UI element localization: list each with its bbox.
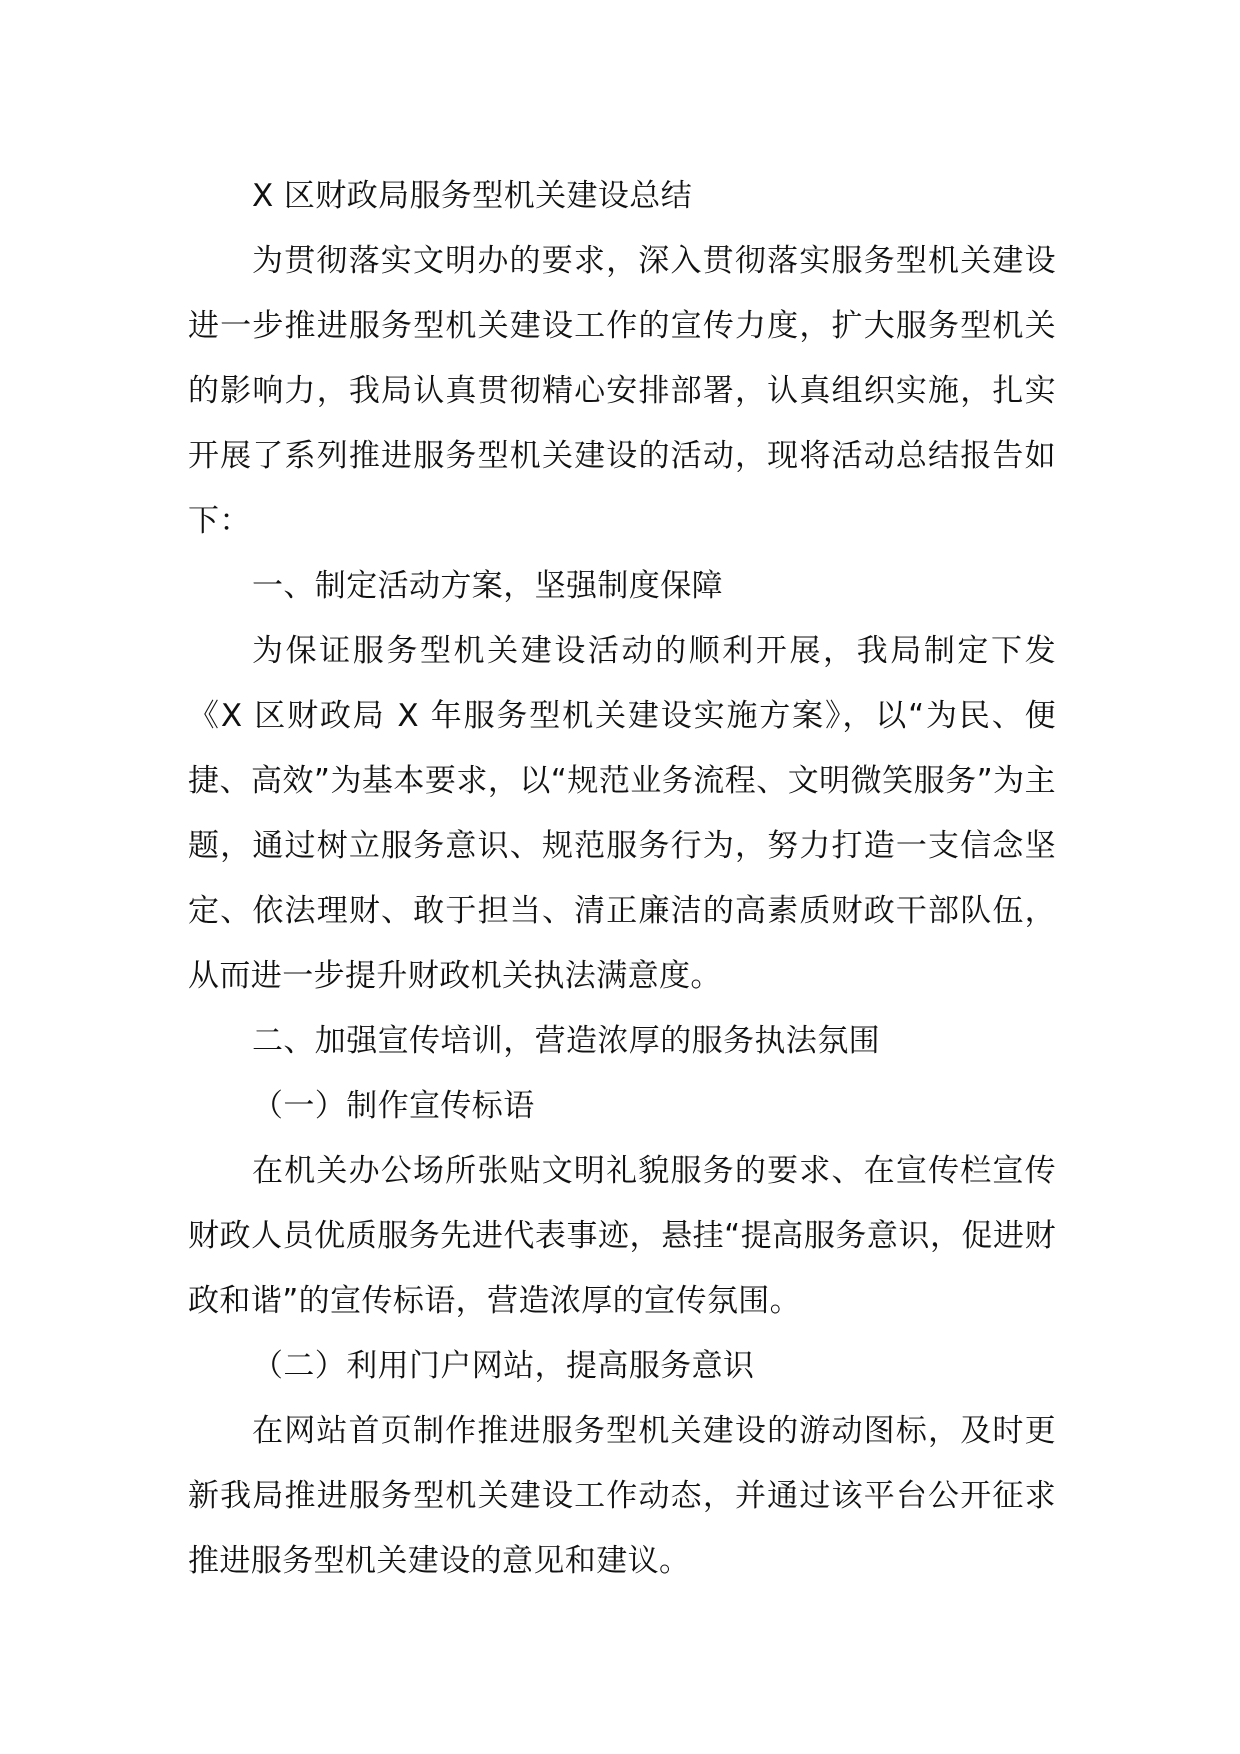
section2-sub1-body: 在机关办公场所张贴文明礼貌服务的要求、在宣传栏宣传财政人员优质服务先进代表事迹，悬挂“提高服务意识，促进财政和谐”的宣传标语，营造浓厚的宣传氛围。 xyxy=(188,1153,1056,1319)
section2-heading: 二、加强宣传培训，营造浓厚的服务执法氛围 xyxy=(252,1023,880,1059)
section1-heading: 一、制定活动方案，坚强制度保障 xyxy=(252,568,723,604)
section2-sub2-body: 在网站首页制作推进服务型机关建设的游动图标，及时更新我局推进服务型机关建设工作动态，并通过该平台公开征求推进服务型机关建设的意见和建议。 xyxy=(188,1413,1056,1579)
section2-sub2-heading: （二）利用门户网站，提高服务意识 xyxy=(252,1348,755,1384)
document-title: X 区财政局服务型机关建设总结 xyxy=(252,178,693,214)
document-page xyxy=(188,164,1056,1594)
section1-body: 为保证服务型机关建设活动的顺利开展，我局制定下发《X 区财政局 X 年服务型机关建设实施方案》，以“为民、便捷、高效”为基本要求，以“规范业务流程、文明微笑服务”为主题，通过树立服务意识、规范服务行为，努力打造一支信念坚定、依法理财、敢于担当、清正廉洁的高素质财政干部队伍，从而进一步提升财政机关执法满意度。 xyxy=(188,633,1056,994)
intro-paragraph: 为贯彻落实文明办的要求，深入贯彻落实服务型机关建设进一步推进服务型机关建设工作的宣传力度，扩大服务型机关的影响力，我局认真贯彻精心安排部署，认真组织实施，扎实开展了系列推进服务型机关建设的活动，现将活动总结报告如下： xyxy=(188,243,1056,539)
section2-sub1-heading: （一）制作宣传标语 xyxy=(252,1088,535,1124)
